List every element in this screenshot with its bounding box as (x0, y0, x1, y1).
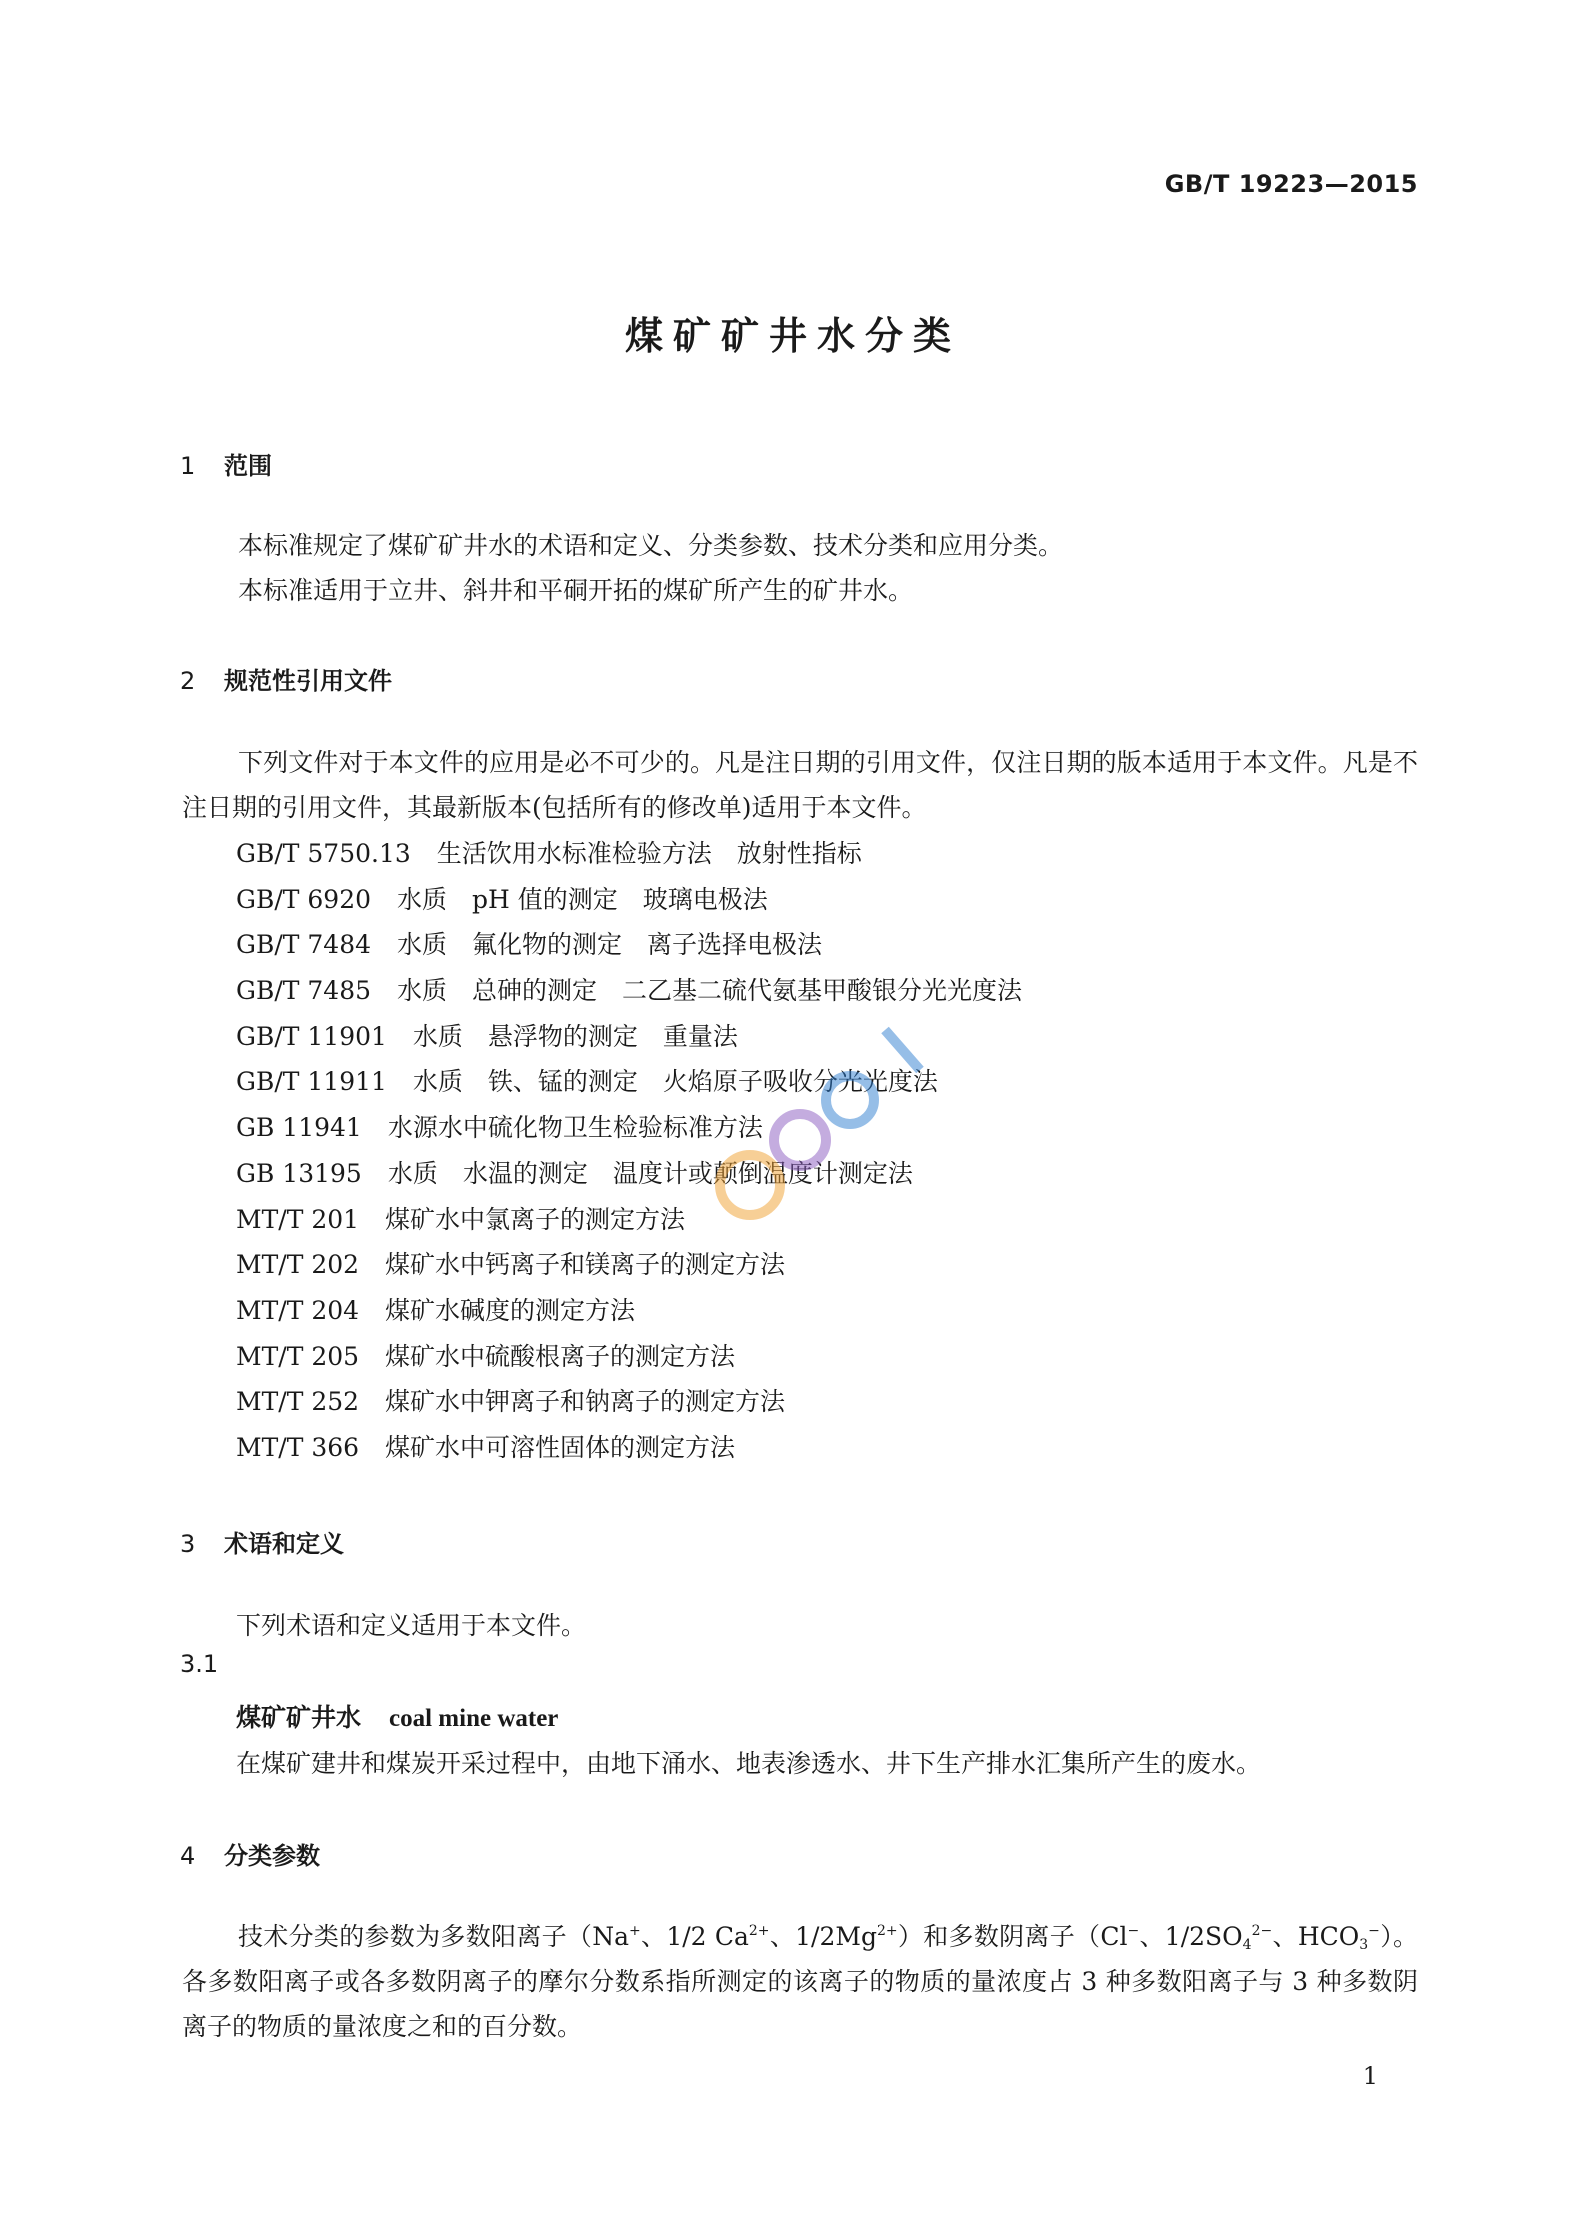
section-number: 4 (180, 1842, 196, 1870)
reference-code: GB/T 11901 (236, 1021, 387, 1051)
term-english: coal mine water (389, 1705, 559, 1732)
reference-code: GB/T 11911 (236, 1067, 387, 1097)
reference-title: 水质 水温的测定 温度计或颠倒温度计测定法 (387, 1158, 913, 1188)
reference-title: 煤矿水中可溶性固体的测定方法 (385, 1432, 736, 1462)
section-number: 1 (180, 452, 196, 480)
scope-paragraph-2: 本标准适用于立井、斜井和平硐开拓的煤矿所产生的矿井水。 (238, 576, 914, 605)
reference-item (236, 1288, 1022, 1334)
reference-item (236, 922, 1022, 968)
document-title: 煤矿矿井水分类 (624, 314, 961, 358)
reference-item (236, 968, 1022, 1014)
watermark-ring (720, 1155, 780, 1215)
reference-code: MT/T 201 (236, 1204, 360, 1234)
term-entry (236, 1698, 558, 1734)
reference-item (236, 877, 1022, 923)
reference-code: GB 13195 (236, 1158, 362, 1188)
reference-code: GB/T 7485 (236, 976, 372, 1006)
term-chinese: 煤矿矿井水 (236, 1703, 362, 1732)
terms-intro: 下列术语和定义适用于本文件。 (236, 1611, 587, 1640)
reference-title: 生活饮用水标准检验方法 放射性指标 (436, 839, 862, 868)
reference-title: 水质 pH 值的测定 玻璃电极法 (397, 884, 768, 914)
section-title: 术语和定义 (224, 1530, 344, 1558)
reference-code: MT/T 204 (236, 1295, 360, 1325)
reference-item (236, 1334, 1022, 1380)
reference-title: 煤矿水碱度的测定方法 (385, 1295, 636, 1325)
reference-code: GB 11941 (236, 1113, 362, 1143)
section-title: 规范性引用文件 (224, 667, 392, 695)
section-number: 3 (180, 1530, 196, 1558)
reference-title: 水质 总砷的测定 二乙基二硫代氨基甲酸银分光光度法 (397, 976, 1023, 1006)
section-1-heading (180, 446, 272, 481)
watermark-ring (774, 1114, 826, 1166)
reference-title: 水质 氟化物的测定 离子选择电极法 (397, 930, 823, 960)
section-3-heading (180, 1524, 344, 1559)
section-number: 2 (180, 667, 196, 695)
reference-code: GB/T 7484 (236, 930, 372, 960)
section-4-heading (180, 1836, 320, 1871)
reference-title: 煤矿水中钙离子和镁离子的测定方法 (385, 1250, 786, 1280)
reference-item (236, 1379, 1022, 1425)
reference-title: 煤矿水中硫酸根离子的测定方法 (385, 1341, 736, 1371)
references-intro: 下列文件对于本文件的应用是必不可少的。凡是注日期的引用文件，仅注日期的版本适用于本文件。凡是不注日期的引用文件，其最新版本(包括所有的修改单)适用于本文件。 (182, 748, 1418, 822)
reference-item (236, 1425, 1022, 1471)
scope-paragraph-1: 本标准规定了煤矿矿井水的术语和定义、分类参数、技术分类和应用分类。 (238, 531, 1064, 560)
clause-number: 3.1 (180, 1650, 219, 1678)
section-2-heading (180, 661, 392, 696)
reference-code: GB/T 5750.13 (236, 839, 411, 868)
watermark-stroke (885, 1030, 920, 1070)
section-title: 分类参数 (224, 1842, 320, 1870)
reference-title: 煤矿水中钾离子和钠离子的测定方法 (385, 1387, 786, 1417)
reference-title: 水质 铁、锰的测定 火焰原子吸收分光光度法 (412, 1067, 938, 1097)
reference-code: MT/T 366 (236, 1432, 360, 1462)
reference-code: GB/T 6920 (236, 884, 372, 914)
reference-code: MT/T 252 (236, 1387, 360, 1417)
reference-title: 水质 悬浮物的测定 重量法 (412, 1021, 738, 1051)
page-number: 1 (1362, 2062, 1378, 2090)
classification-parameters-paragraph: 技术分类的参数为多数阳离子（Na+、1/2 $Ca^{2+}$、$1/2Mg^{2+}$）和多数阴离子（Cl−、$1/2SO_4^{2-}$、$HCO_3^-$）。各多数阳离子或各多数阴离子的摩尔分数系指所测定的该离子的物质的量浓度占 3 种多数阳离子与 3 种多数阴离子的物质的量浓度之和的百分数。 (182, 1922, 1419, 2041)
watermark-ring (826, 1076, 874, 1124)
reference-title: 水源水中硫化物卫生检验标准方法 (387, 1113, 763, 1143)
watermark-logo-icon (690, 1010, 950, 1250)
reference-code: MT/T 205 (236, 1341, 360, 1371)
reference-item (236, 831, 1022, 877)
section-title: 范围 (224, 452, 272, 480)
standard-code: GB/T 19223—2015 (1164, 170, 1418, 198)
term-definition: 在煤矿建井和煤炭开采过程中，由地下涌水、地表渗透水、井下生产排水汇集所产生的废水。 (236, 1749, 1262, 1778)
reference-title: 煤矿水中氯离子的测定方法 (385, 1204, 686, 1234)
reference-code: MT/T 202 (236, 1250, 360, 1280)
